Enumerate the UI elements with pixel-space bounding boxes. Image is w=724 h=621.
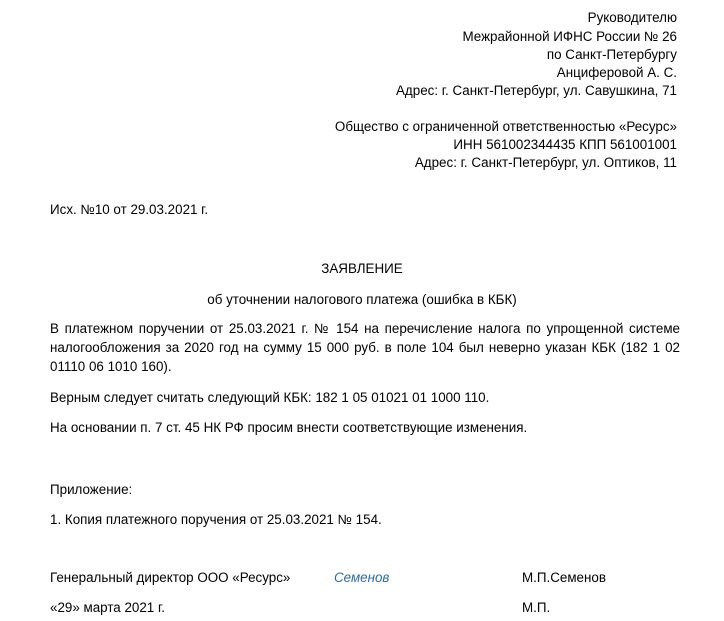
signatory-position: Генеральный директор ООО «Ресурс» xyxy=(50,570,291,585)
outgoing-number: Исх. №10 от 29.03.2021 г. xyxy=(50,202,209,217)
attachment-heading: Приложение: xyxy=(50,482,133,497)
body-paragraph-2: Верным следует считать следующий КБК: 182 1 05 01021 01 1000 110. xyxy=(50,390,490,405)
stamp-placeholder: М.П. xyxy=(522,600,551,615)
recipient-region: по Санкт-Петербургу xyxy=(546,47,677,62)
sender-company: Общество с ограниченной ответственностью «Ресурс» xyxy=(334,119,677,134)
signature-date: «29» марта 2021 г. xyxy=(50,600,165,615)
body-paragraph-1-line: налогообложения за 2020 год на сумму 15 000 руб. в поле 104 был неверно указан КБК (182 1 02 xyxy=(50,340,680,355)
document-subtitle: об уточнении налогового платежа (ошибка в КБК) xyxy=(207,292,517,307)
sender-address: Адрес: г. Санкт-Петербург, ул. Оптиков, 11 xyxy=(414,155,677,170)
recipient-address: Адрес: г. Санкт-Петербург, ул. Савушкина, 71 xyxy=(396,83,677,98)
recipient-title: Руководителю xyxy=(587,10,677,25)
body-paragraph-1-line: 01110 06 1010 160). xyxy=(50,359,172,374)
sender-tax-ids: ИНН 561002344435 КПП 561001001 xyxy=(453,137,677,152)
attachment-item: 1. Копия платежного поручения от 25.03.2021 № 154. xyxy=(50,512,382,527)
body-paragraph-1-line: В платежном поручении от 25.03.2021 г. № 154 на перечисление налога по упрощенной системе xyxy=(50,321,680,336)
recipient-office: Межрайонной ИФНС России № 26 xyxy=(462,29,677,44)
document-title: ЗАЯВЛЕНИЕ xyxy=(321,261,403,276)
handwritten-signature: Семенов xyxy=(334,570,390,585)
recipient-name: Анциферовой А. С. xyxy=(556,65,677,80)
signatory-name: М.П.Семенов xyxy=(522,570,606,585)
body-paragraph-1 xyxy=(50,319,680,376)
body-paragraph-3: На основании п. 7 ст. 45 НК РФ просим внести соответствующие изменения. xyxy=(50,420,528,435)
